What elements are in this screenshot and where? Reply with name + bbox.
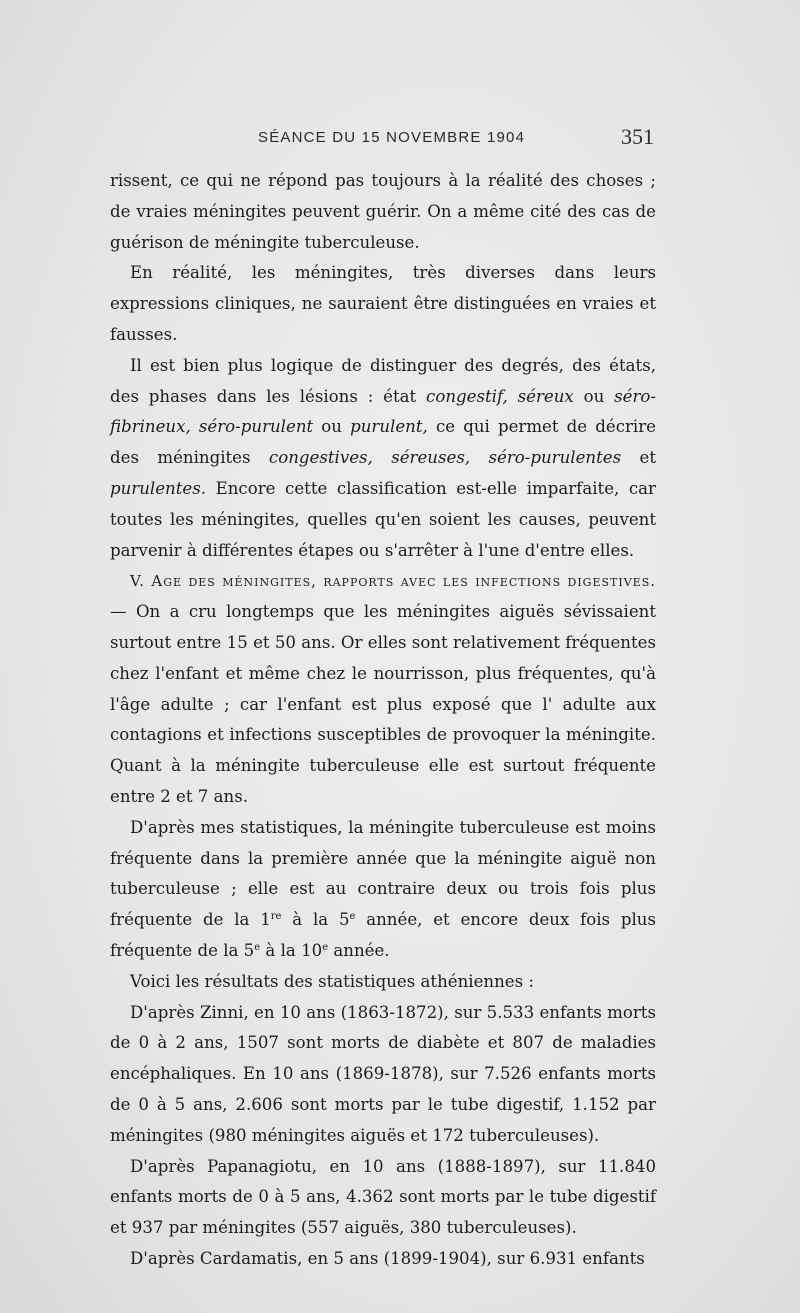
p3-text-e: ou [313, 417, 351, 437]
p5-text-a: D'après mes statistiques, la méningite tuberculeuse est moins fréquente dans la première année que la méningite aiguë non tuberculeuse ; elle est au contraire deux ou trois fois plus fréquente de la 1 [110, 817, 656, 930]
page-body [110, 166, 656, 1275]
paragraph-3 [110, 351, 656, 567]
running-title: SÉANCE DU 15 NOVEMBRE 1904 [258, 129, 526, 146]
p3-text-k: Encore cette classification est-elle imparfaite, car toutes les méningites, quelles qu'en soient les causes, peuvent parvenir à différentes étapes ou s'arrêter à l'une d'entre elles. [110, 478, 656, 560]
paragraph-2: En réalité, les méningites, très diverses dans leurs expressions cliniques, ne sauraient être distinguées en vraies et fausses. [110, 263, 656, 344]
p5-text-c: année, et encore deux fois plus fréquente de la 5 [110, 910, 656, 960]
p5-sup-3: e [254, 941, 261, 953]
p3-text-g: ce qui permet de décrire des méningites [110, 417, 656, 468]
p3-italic-f: purulent, [350, 417, 428, 437]
p5-text-b: à la 5 [281, 910, 350, 930]
p3-italic-h: congestives, séreuses, séro-purulentes [268, 448, 622, 468]
p5-text-d: à la 10 [260, 940, 323, 960]
p5-text-e: année. [328, 940, 390, 960]
p3-text-i: et [621, 448, 657, 468]
p5-sup-1: re [270, 911, 282, 923]
paragraph-6: Voici les résultats des statistiques athéniennes : [130, 971, 534, 991]
p3-italic-j: purulentes. [110, 478, 207, 498]
paragraph-1: rissent, ce qui ne répond pas toujours à la réalité des choses ; de vraies méningites peuvent guérir. On a même cité des cas de guérison de méningite tuberculeuse. [110, 171, 656, 252]
paragraph-9: D'après Cardamatis, en 5 ans (1899-1904), sur 6.931 enfants [130, 1248, 645, 1268]
paragraph-7: D'après Zinni, en 10 ans (1863-1872), sur 5.533 enfants morts de 0 à 2 ans, 1507 sont morts de diabète et 807 de maladies encéphaliques. En 10 ans (1869-1878), sur 7.526 enfants morts de 0 à 5 ans, 2.606 sont morts par le tube digestif, 1.152 par méningites (980 méningites aiguës et 172 tuberculeuses). [110, 1002, 656, 1145]
p3-text-a: Il est bien plus logique de distinguer des degrés, des états, des phases dans les lésions : état [110, 355, 656, 406]
p3-italic-b: congestif, séreux [426, 386, 574, 406]
section-heading: V. Age des méningites, rapports avec les infections digestives. [130, 572, 656, 591]
page-header [110, 124, 656, 154]
paragraph-8: D'après Papanagiotu, en 10 ans (1888-1897), sur 11.840 enfants morts de 0 à 5 ans, 4.362 sont morts par le tube digestif et 937 par méningites (557 aiguës, 380 tuberculeuses). [110, 1156, 656, 1238]
p5-sup-4: e [322, 941, 329, 953]
paragraph-5 [110, 813, 656, 967]
page-number: 351 [621, 124, 654, 149]
p5-sup-2: e [349, 911, 356, 923]
p3-italic-d: séro-fibrineux, séro-purulent [110, 386, 656, 437]
paragraph-4 [110, 566, 656, 812]
p4-text: — On a cru longtemps que les méningites aiguës sévissaient surtout entre 15 et 50 ans. Or elles sont relativement fréquentes chez l'enfant et même chez le nourrisson, plus fréquentes, qu'à l'âge adulte ; car l'enfant est plus exposé que l' adulte aux contagions et infections susceptibles de provoquer la méningite. Quant à la méningite tuberculeuse elle est surtout fréquente entre 2 et 7 ans. [110, 602, 656, 806]
p3-text-c: ou [573, 386, 615, 406]
